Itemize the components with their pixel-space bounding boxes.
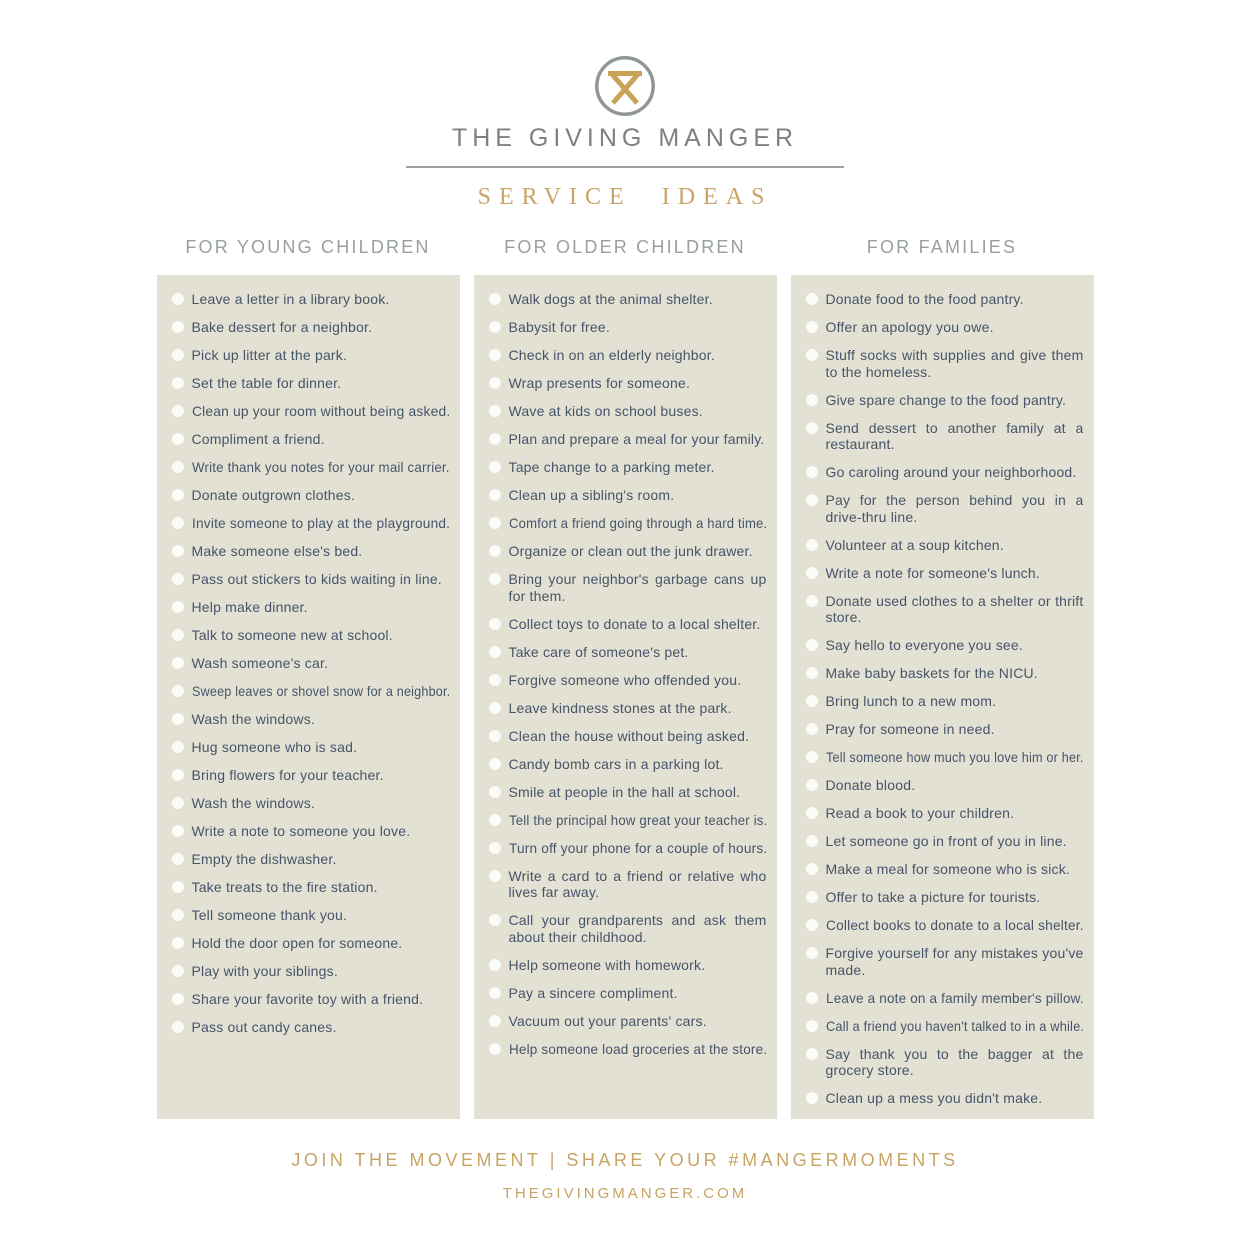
column-header: FOR YOUNG CHILDREN: [185, 237, 431, 257]
checkbox-circle[interactable]: [172, 825, 184, 837]
checklist-item: [172, 403, 450, 420]
checklist-item-label: Share your favorite toy with a friend.: [191, 991, 424, 1007]
checklist-item: [489, 1013, 767, 1030]
checklist-item-label: Call a friend you haven't talked to in a while.: [825, 1017, 1084, 1034]
checklist-item: [806, 319, 1084, 336]
checklist-item-label: Help someone load groceries at the store.: [508, 1040, 767, 1057]
checklist-item: [172, 543, 450, 560]
checkbox-circle[interactable]: [172, 657, 184, 669]
checkbox-circle[interactable]: [806, 919, 818, 931]
checklist: [806, 291, 1084, 1107]
checkbox-circle[interactable]: [489, 545, 501, 557]
checkbox-circle[interactable]: [172, 713, 184, 725]
checkbox-circle[interactable]: [489, 321, 501, 333]
checklist-item-label: Offer an apology you owe.: [825, 319, 994, 335]
checklist-item: [172, 515, 450, 532]
checkbox-circle[interactable]: [172, 1021, 184, 1033]
checklist-item: [489, 375, 767, 392]
checklist-item-label: Take treats to the fire station.: [191, 879, 378, 895]
checklist-item: [489, 812, 767, 829]
checklist-item: [172, 459, 450, 476]
checkbox-circle[interactable]: [172, 629, 184, 641]
checkbox-circle[interactable]: [489, 914, 501, 926]
checklist-item: [489, 728, 767, 745]
checkbox-circle[interactable]: [489, 618, 501, 630]
checkbox-circle[interactable]: [806, 321, 818, 333]
checklist-item: [172, 991, 450, 1008]
checklist-item-label: Stuff socks with supplies and give them to the homeless.: [825, 347, 1084, 380]
checklist-item-label: Donate used clothes to a shelter or thrift store.: [825, 592, 1084, 625]
checklist-item-label: Wrap presents for someone.: [508, 375, 691, 391]
checklist-item-label: Forgive yourself for any mistakes you've made.: [825, 945, 1084, 978]
checklist-item: [806, 1046, 1084, 1079]
checkbox-circle[interactable]: [489, 646, 501, 658]
checklist-item: [806, 347, 1084, 380]
checklist-item: [806, 291, 1084, 308]
checklist-column: [791, 237, 1094, 1119]
checklist-item-label: Organize or clean out the junk drawer.: [508, 543, 753, 559]
checklist-item: [489, 616, 767, 633]
checklist-item-label: Say hello to everyone you see.: [825, 637, 1023, 653]
checklist-item-label: Volunteer at a soup kitchen.: [825, 536, 1004, 553]
brand-name: THE GIVING MANGER: [451, 124, 799, 152]
checklist-item-label: Let someone go in front of you in line.: [825, 833, 1067, 849]
checklist-item-label: Play with your siblings.: [191, 963, 338, 979]
checkbox-circle[interactable]: [806, 891, 818, 903]
checklist-item-label: Donate food to the food pantry.: [825, 291, 1024, 307]
checkbox-circle[interactable]: [806, 394, 818, 406]
checkbox-circle[interactable]: [806, 779, 818, 791]
checkbox-circle[interactable]: [172, 909, 184, 921]
brand-logo: [0, 55, 1250, 117]
checkbox-circle[interactable]: [489, 293, 501, 305]
checklist-item: [172, 795, 450, 812]
checkbox-circle[interactable]: [172, 881, 184, 893]
checklist-item: [806, 637, 1084, 654]
checklist-item: [489, 403, 767, 420]
checkbox-circle[interactable]: [172, 321, 184, 333]
checklist-item: [172, 823, 450, 840]
checklist-item: [489, 431, 767, 448]
checklist-item-label: Tape change to a parking meter.: [508, 459, 715, 475]
checkbox-circle[interactable]: [806, 667, 818, 679]
checklist-item-label: Check in on an elderly neighbor.: [508, 347, 715, 363]
checklist: [172, 291, 450, 1036]
checklist-item-label: Pick up litter at the park.: [191, 347, 348, 363]
masthead: [0, 0, 1250, 211]
checklist-item-label: Take care of someone's pet.: [508, 643, 689, 660]
checkbox-circle[interactable]: [806, 466, 818, 478]
checklist-item-label: Turn off your phone for a couple of hours.: [508, 839, 767, 856]
checkbox-circle[interactable]: [489, 814, 501, 826]
checklist-item-label: Help someone with homework.: [508, 956, 706, 973]
checklist-item-label: Write thank you notes for your mail carrier.: [191, 459, 450, 475]
checkbox-circle[interactable]: [806, 595, 818, 607]
checklist-item: [489, 644, 767, 661]
checklist-item-label: Wave at kids on school buses.: [508, 403, 703, 419]
footer-tagline: JOIN THE MOVEMENT | SHARE YOUR #MANGERMOMENTS: [291, 1150, 959, 1170]
checkbox-circle[interactable]: [172, 797, 184, 809]
checkbox-circle[interactable]: [806, 807, 818, 819]
checklist-item: [806, 565, 1084, 582]
checklist-item-label: Leave kindness stones at the park.: [508, 699, 732, 716]
checklist-item-label: Sweep leaves or shovel snow for a neighbor.: [191, 683, 450, 699]
checklist-item: [489, 672, 767, 689]
checklist-item: [806, 861, 1084, 878]
checklist-item-label: Forgive someone who offended you.: [508, 671, 742, 688]
checklist-item: [172, 347, 450, 364]
manger-icon: [0, 55, 1250, 117]
checklist-item-label: Compliment a friend.: [191, 431, 325, 447]
checklist-item: [489, 700, 767, 717]
checkbox-circle[interactable]: [806, 639, 818, 651]
divider-line: [406, 166, 844, 168]
checkbox-circle[interactable]: [172, 965, 184, 977]
checklist-panel: [474, 275, 777, 1119]
checkbox-circle[interactable]: [172, 489, 184, 501]
checklist-item-label: Set the table for dinner.: [191, 375, 342, 391]
checklist-item: [172, 1019, 450, 1036]
checklist-item: [489, 515, 767, 532]
checklist-item-label: Pray for someone in need.: [825, 721, 995, 737]
checklist-item-label: Bring lunch to a new mom.: [825, 693, 997, 709]
checklist-item-label: Pass out stickers to kids waiting in line.: [191, 571, 442, 587]
checkbox-circle[interactable]: [489, 517, 501, 529]
checklist-item: [806, 392, 1084, 409]
checklist-item-label: Clean up a sibling's room.: [508, 487, 675, 503]
checklist-item-label: Plan and prepare a meal for your family.: [508, 431, 765, 447]
checklist-item: [172, 711, 450, 728]
checklist-item: [172, 487, 450, 504]
checklist-item-label: Collect toys to donate to a local shelter.: [508, 615, 761, 632]
checkbox-circle[interactable]: [172, 573, 184, 585]
checklist-item-label: Collect books to donate to a local shelter.: [825, 917, 1084, 933]
checklist-item-label: Read a book to your children.: [825, 805, 1015, 821]
checklist-item: [489, 868, 767, 901]
checkbox-circle[interactable]: [172, 601, 184, 613]
checklist-item: [806, 1018, 1084, 1035]
checklist-item-label: Empty the dishwasher.: [191, 851, 337, 867]
checkbox-circle[interactable]: [806, 947, 818, 959]
checkbox-circle[interactable]: [489, 405, 501, 417]
checklist-item-label: Pay for the person behind you in a drive-thru line.: [825, 492, 1084, 525]
checklist-item: [806, 464, 1084, 481]
page-title: SERVICE IDEAS: [477, 184, 773, 210]
checkbox-circle[interactable]: [489, 349, 501, 361]
checklist-column: [474, 237, 777, 1119]
checkbox-circle[interactable]: [489, 786, 501, 798]
checklist-item: [172, 767, 450, 784]
checklist-item: [489, 957, 767, 974]
checklist-item: [172, 879, 450, 896]
checklist-item-label: Tell someone thank you.: [191, 907, 348, 923]
checklist-item-label: Bake dessert for a neighbor.: [191, 319, 373, 335]
checklist-item: [806, 833, 1084, 850]
checkbox-circle[interactable]: [172, 741, 184, 753]
checklist-item: [172, 571, 450, 588]
checkbox-circle[interactable]: [489, 987, 501, 999]
checklist-item-label: Invite someone to play at the playground.: [191, 515, 450, 531]
checklist-item: [806, 593, 1084, 626]
checklist-item-label: Send dessert to another family at a restaurant.: [825, 419, 1084, 452]
checklist-item-label: Call your grandparents and ask them about their childhood.: [508, 912, 767, 945]
checkbox-circle[interactable]: [489, 842, 501, 854]
checklist-item: [172, 907, 450, 924]
checkbox-circle[interactable]: [172, 517, 184, 529]
checkbox-circle[interactable]: [172, 377, 184, 389]
checklist-item-label: Donate blood.: [825, 777, 916, 793]
checklist-item: [806, 749, 1084, 766]
columns-row: [157, 237, 1094, 1119]
checklist-item: [489, 543, 767, 560]
checklist-item: [806, 420, 1084, 453]
checkbox-circle[interactable]: [489, 674, 501, 686]
checkbox-circle[interactable]: [489, 758, 501, 770]
checklist-item: [806, 665, 1084, 682]
checkbox-circle[interactable]: [806, 695, 818, 707]
checklist-column: [157, 237, 460, 1119]
checklist-item-label: Candy bomb cars in a parking lot.: [508, 755, 724, 772]
checklist-item-label: Wash the windows.: [191, 795, 315, 811]
checklist-item-label: Write a note to someone you love.: [191, 823, 411, 839]
checklist-item-label: Clean the house without being asked.: [508, 727, 750, 744]
checklist-item: [806, 537, 1084, 554]
checklist-item: [806, 492, 1084, 525]
checklist-item: [489, 347, 767, 364]
checklist-item-label: Wash someone's car.: [191, 655, 329, 671]
checklist-item-label: Make someone else's bed.: [191, 543, 363, 559]
checklist-item: [489, 912, 767, 945]
checklist-item: [489, 840, 767, 857]
checkbox-circle[interactable]: [172, 433, 184, 445]
checkbox-circle[interactable]: [172, 545, 184, 557]
checkbox-circle[interactable]: [489, 1015, 501, 1027]
checklist-item-label: Tell the principal how great your teacher is.: [508, 811, 767, 828]
checklist-item-label: Bring your neighbor's garbage cans up for them.: [508, 571, 767, 604]
checklist-item: [806, 777, 1084, 794]
checkbox-circle[interactable]: [489, 959, 501, 971]
checkbox-circle[interactable]: [806, 349, 818, 361]
checkbox-circle[interactable]: [806, 992, 818, 1004]
checklist-item-label: Help make dinner.: [191, 599, 308, 615]
checklist-item-label: Tell someone how much you love him or her.: [825, 749, 1084, 765]
checkbox-circle[interactable]: [806, 723, 818, 735]
checklist-item: [489, 291, 767, 308]
checklist-item-label: Hug someone who is sad.: [191, 739, 358, 755]
checkbox-circle[interactable]: [489, 870, 501, 882]
checklist-item-label: Pass out candy canes.: [191, 1019, 337, 1035]
checkbox-circle[interactable]: [172, 853, 184, 865]
column-header: FOR OLDER CHILDREN: [504, 237, 746, 257]
checkbox-circle[interactable]: [489, 377, 501, 389]
checkbox-circle[interactable]: [489, 461, 501, 473]
checklist-item-label: Give spare change to the food pantry.: [825, 391, 1067, 408]
footer: [0, 1150, 1250, 1202]
checklist-item: [806, 945, 1084, 978]
checklist-item-label: Donate outgrown clothes.: [191, 487, 356, 503]
checklist-item: [806, 889, 1084, 906]
checklist-item: [489, 985, 767, 1002]
column-header: FOR FAMILIES: [866, 237, 1018, 257]
checklist-item: [806, 1090, 1084, 1107]
checklist-item-label: Babysit for free.: [508, 319, 610, 335]
checkbox-circle[interactable]: [489, 702, 501, 714]
checkbox-circle[interactable]: [172, 349, 184, 361]
checklist-item: [806, 721, 1084, 738]
checklist-item-label: Comfort a friend going through a hard time.: [508, 515, 767, 531]
checkbox-circle[interactable]: [172, 685, 184, 697]
checkbox-circle[interactable]: [806, 1020, 818, 1032]
checkbox-circle[interactable]: [489, 573, 501, 585]
checklist-item-label: Hold the door open for someone.: [191, 935, 403, 951]
checkbox-circle[interactable]: [489, 1043, 501, 1055]
checklist: [489, 291, 767, 1057]
checklist-item-label: Leave a letter in a library book.: [191, 291, 390, 307]
checkbox-circle[interactable]: [489, 730, 501, 742]
checklist-item: [172, 683, 450, 700]
checklist-panel: [791, 275, 1094, 1119]
checklist-item: [489, 784, 767, 801]
checklist-item-label: Make baby baskets for the NICU.: [825, 665, 1038, 681]
checklist-item-label: Clean up a mess you didn't make.: [825, 1090, 1043, 1106]
checkbox-circle[interactable]: [489, 433, 501, 445]
checklist-item: [172, 739, 450, 756]
checklist-item-label: Bring flowers for your teacher.: [191, 767, 384, 783]
checkbox-circle[interactable]: [806, 422, 818, 434]
checkbox-circle[interactable]: [489, 489, 501, 501]
checklist-item-label: Vacuum out your parents' cars.: [508, 1012, 707, 1029]
checklist-item: [806, 805, 1084, 822]
checklist-item: [489, 459, 767, 476]
checklist-item-label: Pay a sincere compliment.: [508, 984, 678, 1001]
checklist-item-label: Say thank you to the bagger at the grocery store.: [825, 1045, 1084, 1078]
checklist-item-label: Walk dogs at the animal shelter.: [508, 291, 713, 307]
checklist-item-label: Write a card to a friend or relative who lives far away.: [508, 867, 767, 900]
checklist-item: [172, 375, 450, 392]
checklist-item: [172, 935, 450, 952]
checklist-item: [172, 291, 450, 308]
checkbox-circle[interactable]: [172, 405, 184, 417]
checkbox-circle[interactable]: [172, 461, 184, 473]
checklist-item-label: Make a meal for someone who is sick.: [825, 861, 1071, 877]
checklist-item-label: Talk to someone new at school.: [191, 627, 393, 643]
checklist-item: [489, 571, 767, 604]
checklist-item: [172, 431, 450, 448]
checkbox-circle[interactable]: [172, 769, 184, 781]
checklist-item: [806, 990, 1084, 1007]
checklist-item: [172, 627, 450, 644]
checkbox-circle[interactable]: [806, 863, 818, 875]
checkbox-circle[interactable]: [806, 494, 818, 506]
checklist-item: [172, 963, 450, 980]
checklist-item-label: Smile at people in the hall at school.: [508, 783, 741, 800]
checkbox-circle[interactable]: [806, 751, 818, 763]
checklist-item: [489, 319, 767, 336]
checklist-item: [489, 756, 767, 773]
checklist-item: [172, 319, 450, 336]
checkbox-circle[interactable]: [172, 993, 184, 1005]
checklist-item-label: Go caroling around your neighborhood.: [825, 464, 1077, 480]
checklist-item: [806, 917, 1084, 934]
checklist-item-label: Leave a note on a family member's pillow.: [825, 989, 1084, 1006]
checkbox-circle[interactable]: [806, 539, 818, 551]
checklist-item-label: Write a note for someone's lunch.: [825, 564, 1040, 581]
checklist-item-label: Wash the windows.: [191, 711, 315, 727]
checkbox-circle[interactable]: [806, 567, 818, 579]
checklist-item-label: Clean up your room without being asked.: [191, 403, 450, 419]
checklist-panel: [157, 275, 460, 1119]
checklist-item: [806, 693, 1084, 710]
checkbox-circle[interactable]: [172, 293, 184, 305]
checklist-item: [172, 599, 450, 616]
checkbox-circle[interactable]: [806, 1048, 818, 1060]
checkbox-circle[interactable]: [806, 293, 818, 305]
checkbox-circle[interactable]: [172, 937, 184, 949]
checklist-item: [489, 487, 767, 504]
checklist-item-label: Offer to take a picture for tourists.: [825, 889, 1041, 905]
footer-website-url: THEGIVINGMANGER.COM: [502, 1185, 748, 1202]
checklist-item: [172, 851, 450, 868]
checklist-item: [489, 1041, 767, 1058]
checklist-item: [172, 655, 450, 672]
checkbox-circle[interactable]: [806, 835, 818, 847]
checkbox-circle[interactable]: [806, 1092, 818, 1104]
